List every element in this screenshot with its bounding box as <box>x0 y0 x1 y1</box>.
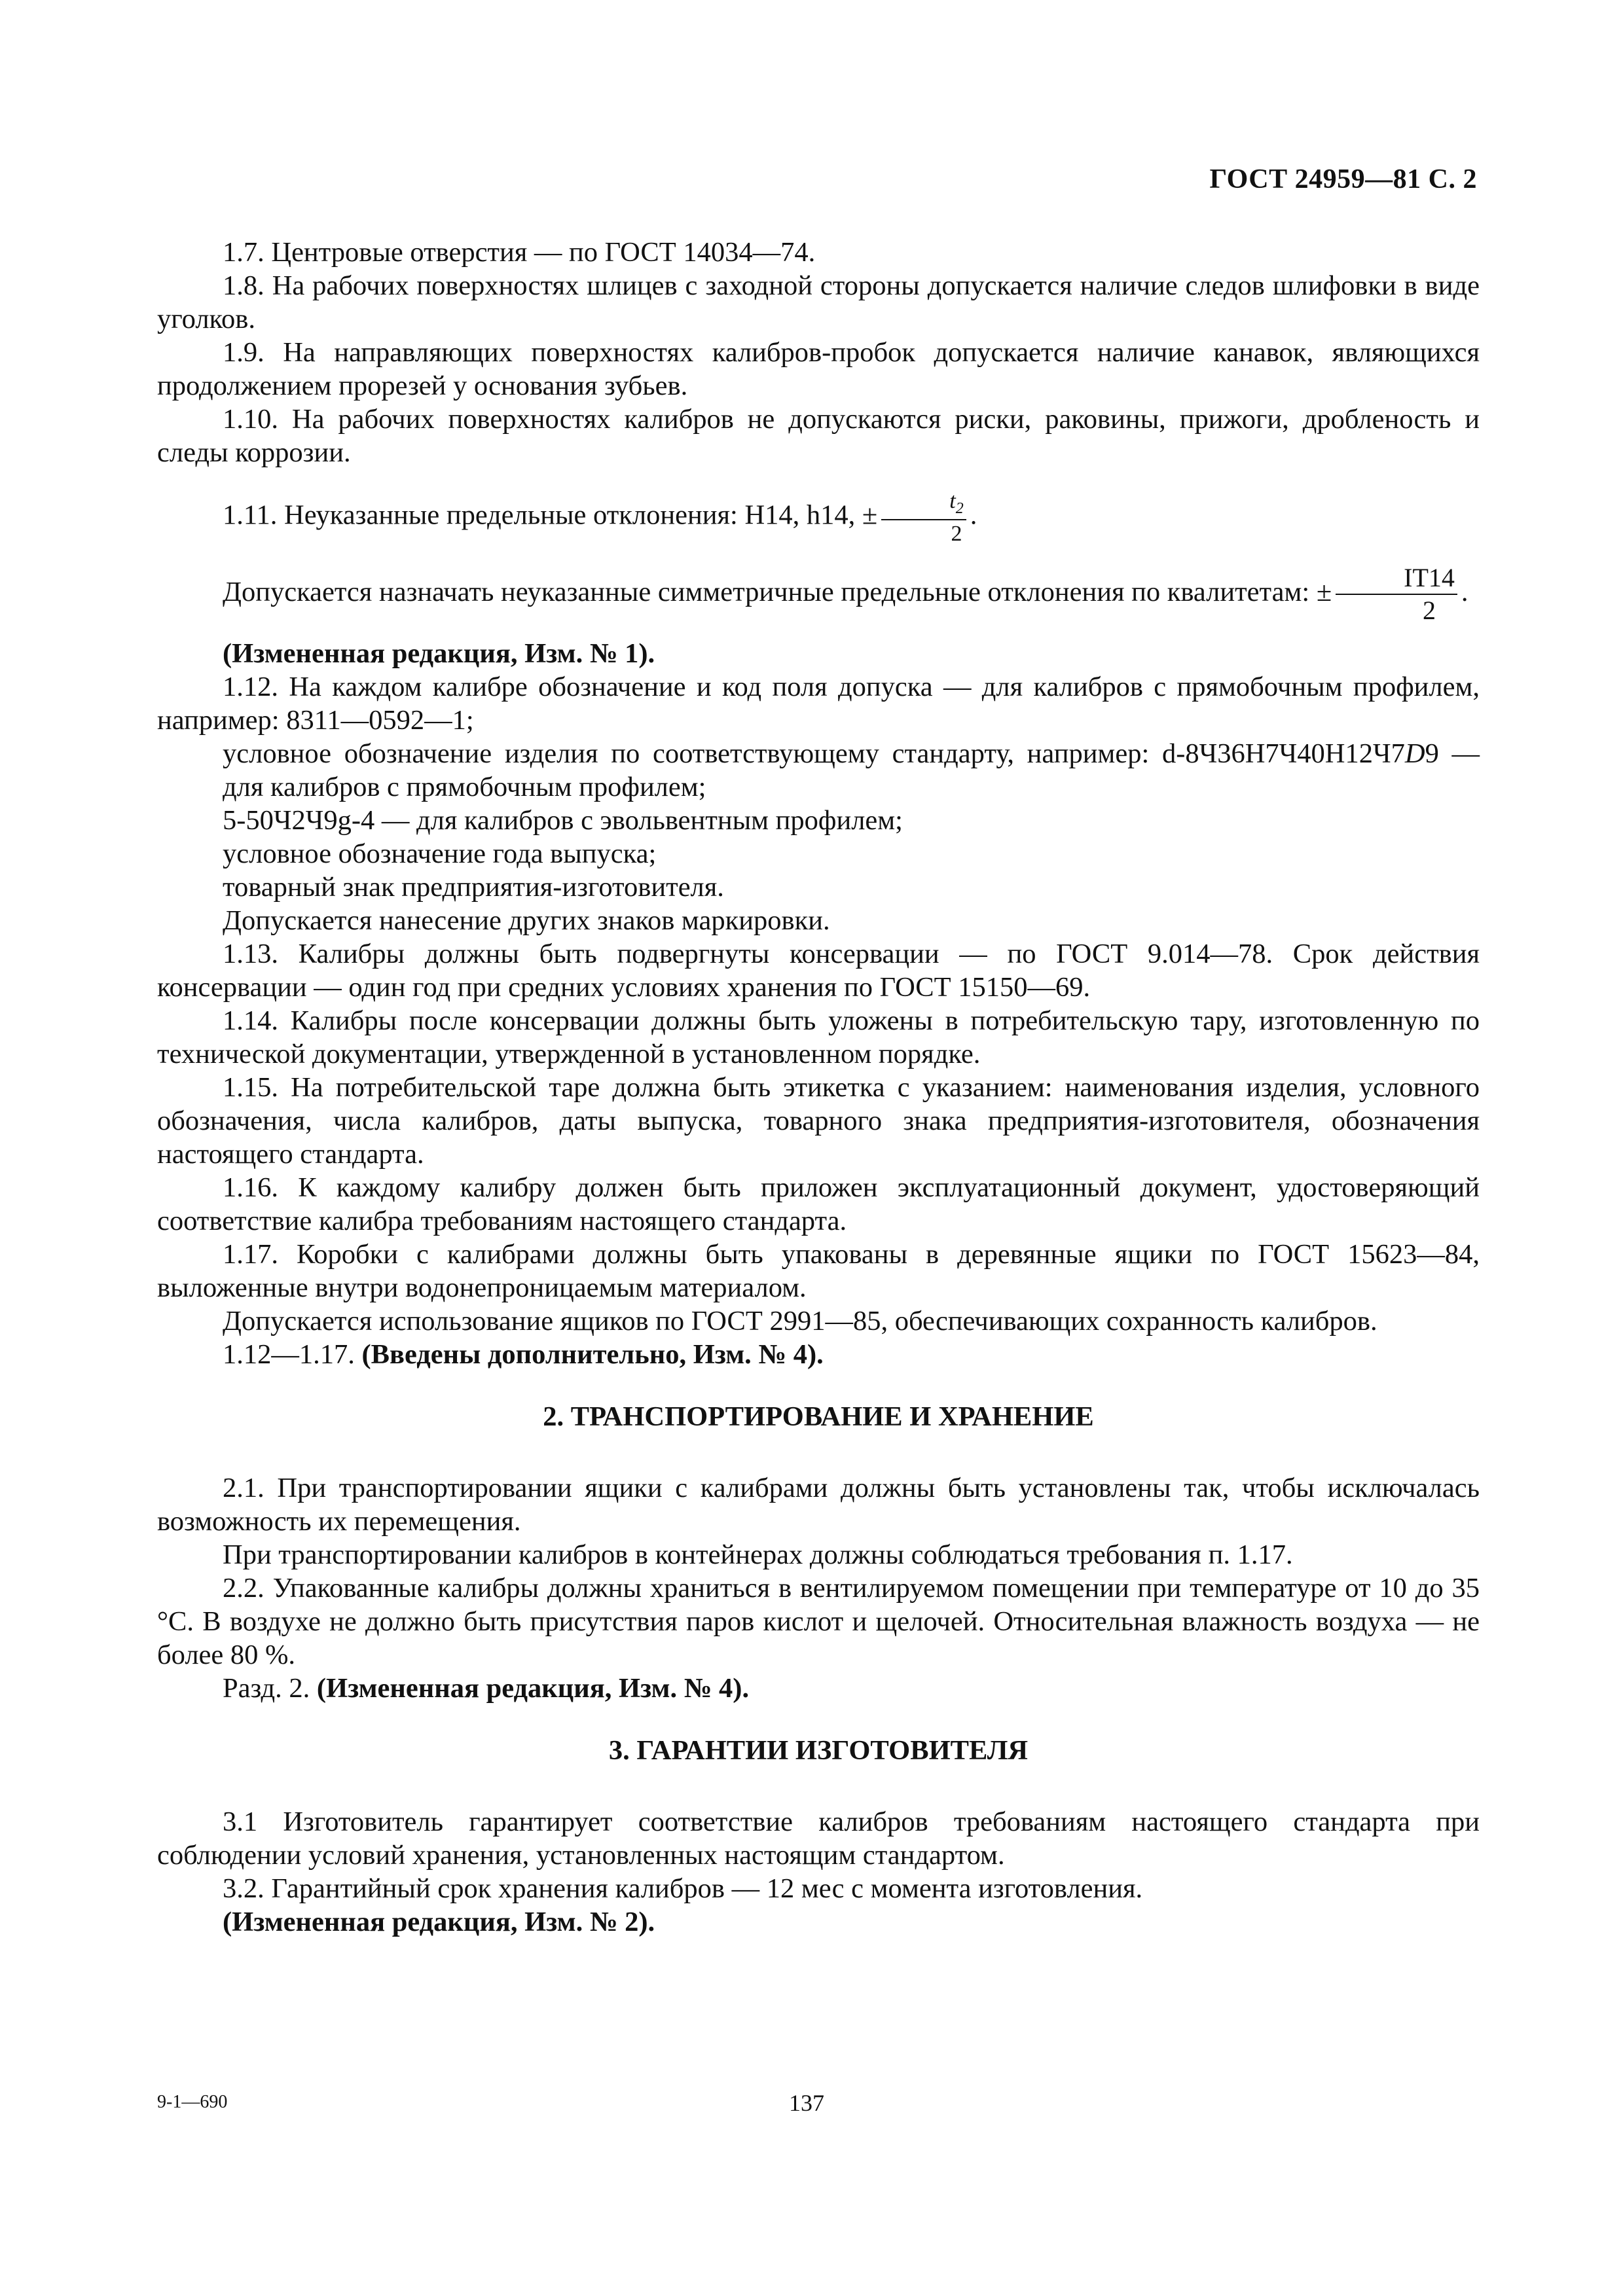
section-2-amendment-prefix: Разд. 2. <box>223 1672 310 1704</box>
paragraph-1-12-trademark: товарный знак предприятия-изготовителя. <box>223 871 724 903</box>
designation-text: условное обозначение изделия по соответствующему стандарту, например: d-8Ч36H7Ч40H12Ч7 <box>223 738 1405 769</box>
paragraph-1-11-text: 1.11. Неуказанные предельные отклонения: H14, h14, ± <box>223 499 878 531</box>
document-header: ГОСТ 24959—81 С. 2 <box>1209 164 1477 194</box>
footer-code: 9-1—690 <box>157 2092 228 2112</box>
paragraph-1-11-end: . <box>970 499 977 531</box>
amendment-note-4 <box>157 1338 1480 1371</box>
paragraph-1-13: 1.13. Калибры должны быть подвергнуты консервации — по ГОСТ 9.014—78. Срок действия консервации — один год при средних условиях хранения по ГОСТ 15150—69. <box>157 938 1480 1003</box>
paragraph-1-12-involute: 5-50Ч2Ч9g-4 — для калибров с эвольвентным профилем; <box>223 804 903 836</box>
fraction-numerator: IT14 <box>1336 565 1457 595</box>
paragraph-1-10: 1.10. На рабочих поверхностях калибров не допускаются риски, раковины, прижоги, дробленость и следы коррозии. <box>157 404 1480 468</box>
amendment-text: (Введены дополнительно, Изм. № 4). <box>361 1338 824 1370</box>
paragraph-1-16: 1.16. К каждому калибру должен быть приложен эксплуатационный документ, удостоверяющий соответствие калибра требованиям настоящего стандарта. <box>157 1172 1480 1236</box>
paragraph-1-7: 1.7. Центровые отверстия — по ГОСТ 14034—74. <box>223 237 816 268</box>
paragraph-1-12-other-marks: Допускается нанесение других знаков маркировки. <box>223 905 830 936</box>
paragraph-1-12-designation <box>157 737 1480 804</box>
fraction-denominator: 2 <box>951 521 962 546</box>
paragraph-1-8: 1.8. На рабочих поверхностях шлицев с заходной стороны допускается наличие следов шлифовки в виде уголков. <box>157 270 1480 334</box>
section-2-amendment <box>157 1672 1480 1705</box>
designation-rest: 9 — для калибров с прямобочным профилем; <box>223 738 1480 802</box>
document-body <box>157 236 1480 1939</box>
fraction-denominator: 2 <box>1423 595 1436 625</box>
fraction-it14-over-2 <box>1336 562 1457 625</box>
paragraph-1-11 <box>157 490 1480 545</box>
paragraph-3-2: 3.2. Гарантийный срок хранения калибров — 12 мес с момента изготовления. <box>223 1873 1143 1904</box>
paragraph-1-17-boxes: Допускается использование ящиков по ГОСТ 2991—85, обеспечивающих сохранность калибров. <box>223 1305 1377 1336</box>
paragraph-2-2: 2.2. Упакованные калибры должны храниться в вентилируемом помещении при температуре от 10 до 35 °С. В воздухе не должно быть присутствия паров кислот и щелочей. Относительная влажность воздуха — не более 80 %. <box>157 1572 1480 1670</box>
allowance-text: Допускается назначать неуказанные симметричные предельные отклонения по квалитетам: ± <box>223 576 1332 607</box>
designation-italic: D <box>1404 738 1425 769</box>
paragraph-1-15: 1.15. На потребительской таре должна быть этикетка с указанием: наименования изделия, условного обозначения, числа калибров, даты выпуска, товарного знака предприятия-изготовителя, обозначения настоящего стандарта. <box>157 1071 1480 1170</box>
amendment-range: 1.12—1.17. <box>223 1338 355 1370</box>
paragraph-3-1: 3.1 Изготовитель гарантирует соответствие калибров требованиям настоящего стандарта при соблюдении условий хранения, установленных настоящим стандартом. <box>157 1806 1480 1871</box>
paragraph-2-1-containers: При транспортировании калибров в контейнерах должны соблюдаться требования п. 1.17. <box>223 1539 1293 1570</box>
fraction-numerator: $t_2$ <box>881 490 966 520</box>
paragraph-1-12-year: условное обозначение года выпуска; <box>223 838 657 869</box>
paragraph-allowance <box>157 562 1480 625</box>
page-number: 137 <box>789 2090 824 2116</box>
paragraph-2-1: 2.1. При транспортировании ящики с калибрами должны быть установлены так, чтобы исключалась возможность их перемещения. <box>157 1472 1480 1537</box>
paragraph-1-12: 1.12. На каждом калибре обозначение и код поля допуска — для калибров с прямобочным профилем, например: 8311—0592—1; <box>157 671 1480 736</box>
allowance-end: . <box>1461 576 1468 607</box>
amendment-note-2: (Измененная редакция, Изм. № 2). <box>223 1906 655 1937</box>
section-3-title: 3. ГАРАНТИИ ИЗГОТОВИТЕЛЯ <box>608 1734 1029 1766</box>
section-2-amendment-text: (Измененная редакция, Изм. № 4). <box>316 1672 750 1704</box>
amendment-note-1: (Измененная редакция, Изм. № 1). <box>223 637 655 669</box>
fraction-t2-over-2 <box>881 490 966 545</box>
paragraph-1-14: 1.14. Калибры после консервации должны быть уложены в потребительскую тару, изготовленную по технической документации, утвержденной в установленном порядке. <box>157 1005 1480 1069</box>
paragraph-1-9: 1.9. На направляющих поверхностях калибров-пробок допускается наличие канавок, являющихся продолжением прорезей у основания зубьев. <box>157 337 1480 401</box>
section-2-title: 2. ТРАНСПОРТИРОВАНИЕ И ХРАНЕНИЕ <box>543 1401 1094 1432</box>
paragraph-1-17: 1.17. Коробки с калибрами должны быть упакованы в деревянные ящики по ГОСТ 15623—84, выложенные внутри водонепроницаемым материалом. <box>157 1238 1480 1303</box>
